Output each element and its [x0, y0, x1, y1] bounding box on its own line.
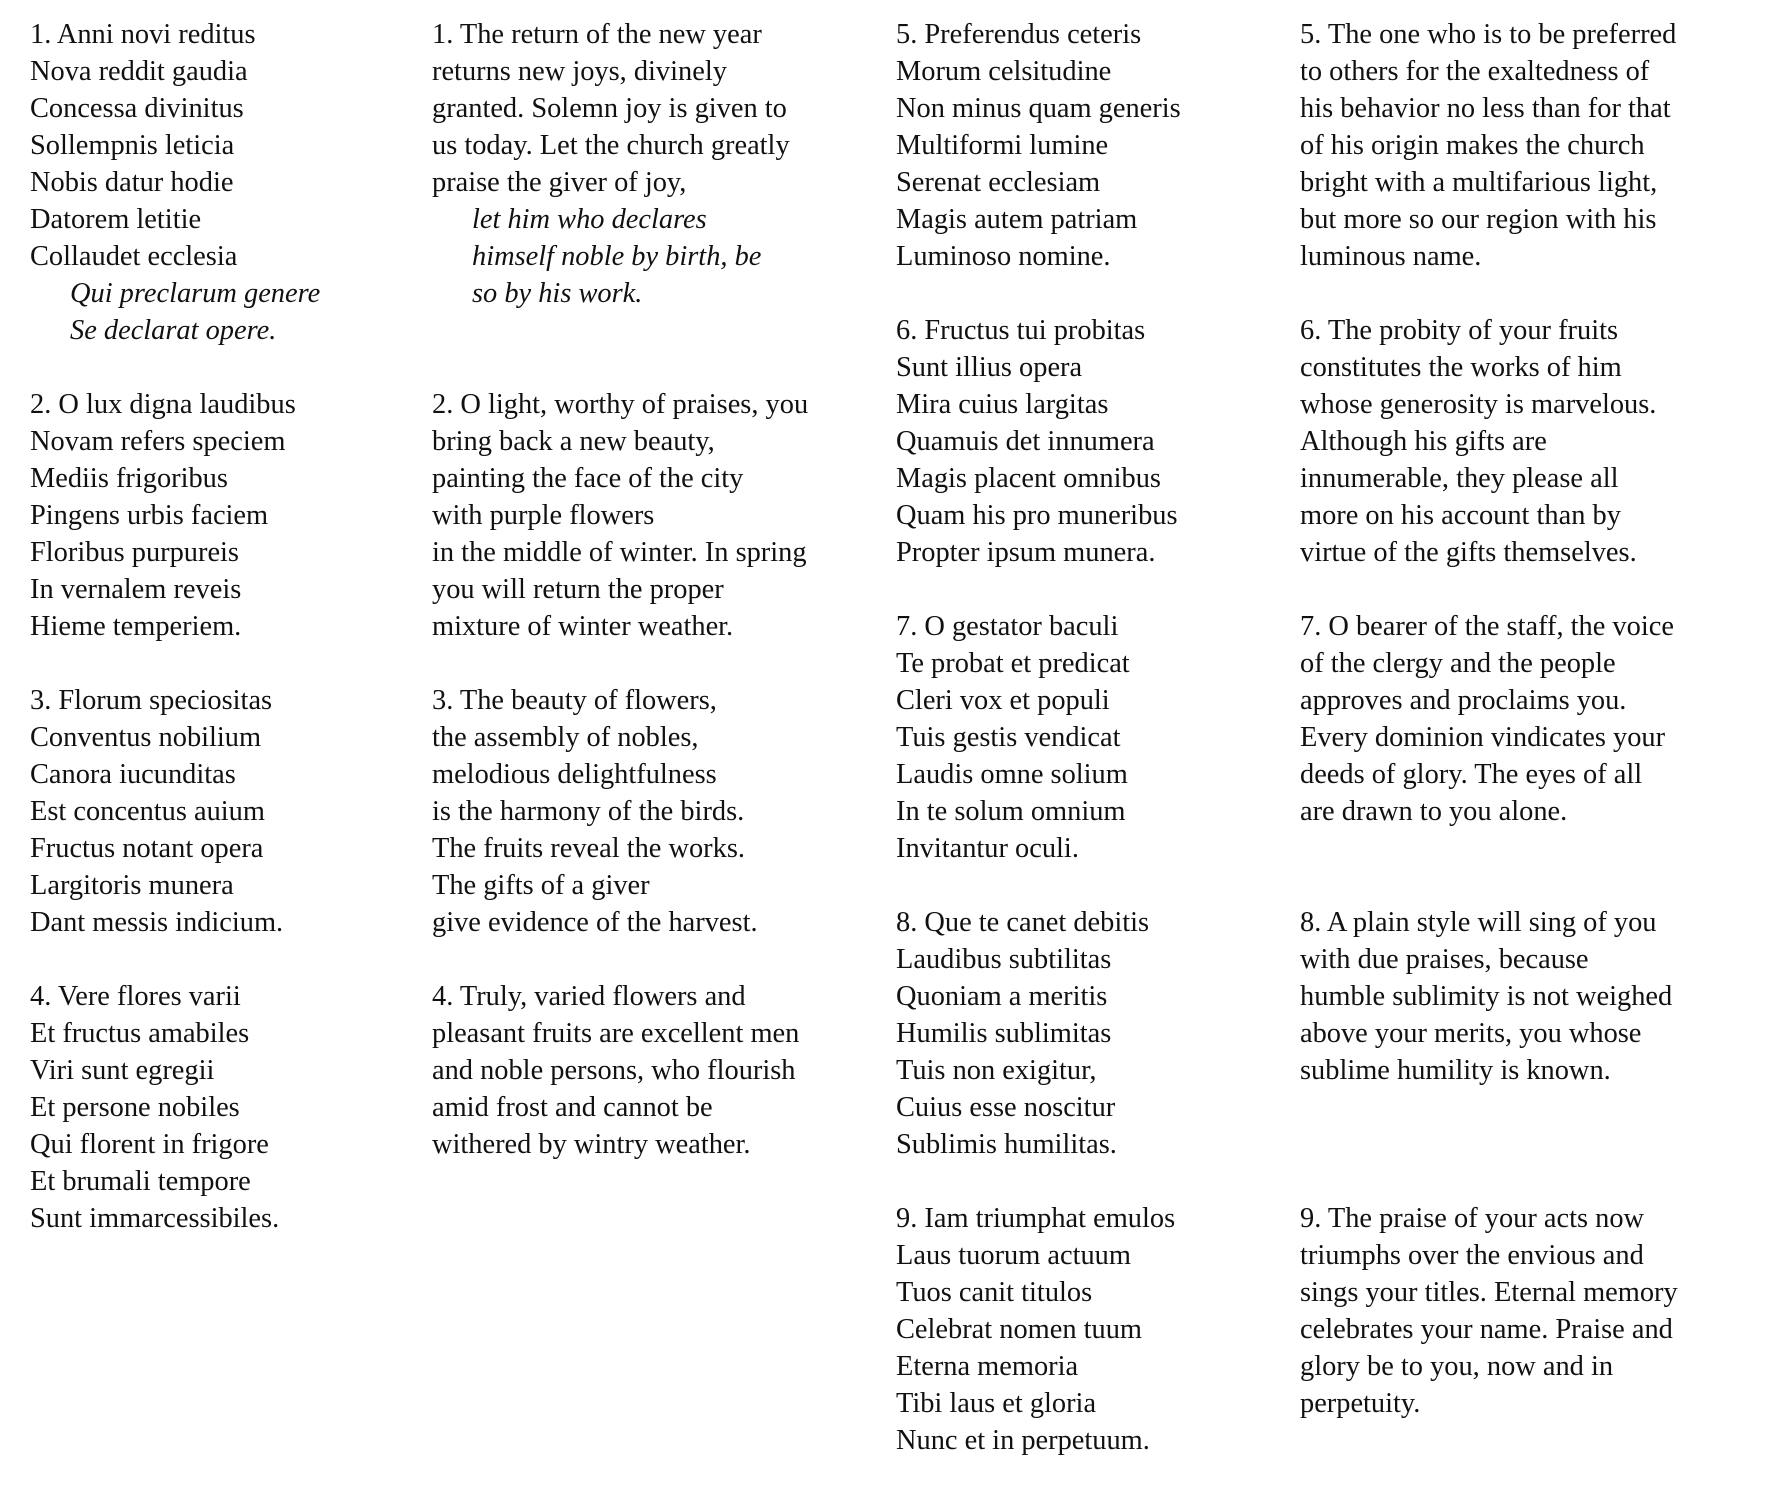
stanza — [432, 978, 872, 1163]
verse-line: 2. O lux digna laudibus — [30, 389, 296, 420]
verse-line: melodious delightfulness — [432, 759, 717, 790]
verse-line: Magis placent omnibus — [896, 463, 1161, 494]
verse-line: perpetuity. — [1300, 1388, 1421, 1419]
stanza — [432, 16, 872, 349]
stanza — [896, 608, 1296, 867]
verse-line: Quam his pro muneribus — [896, 500, 1178, 531]
verse-line: Tibi laus et gloria — [896, 1388, 1097, 1419]
verse-line: 6. The probity of your fruits — [1300, 315, 1619, 346]
stanza — [1300, 312, 1740, 571]
verse-line: Serenat ecclesiam — [896, 167, 1101, 198]
verse-line — [1300, 1089, 1740, 1126]
verse-line: The gifts of a giver — [432, 870, 650, 901]
verse-line: Quamuis det innumera — [896, 426, 1155, 457]
verse-line: 5. Preferendus ceteris — [896, 19, 1142, 50]
stanza — [1300, 16, 1740, 275]
verse-line: granted. Solemn joy is given to — [432, 93, 787, 124]
stanza — [30, 682, 420, 941]
verse-line: Morum celsitudine — [896, 56, 1112, 87]
verse-line: Quoniam a meritis — [896, 981, 1108, 1012]
stanza — [30, 978, 420, 1237]
refrain-line: let him who declares — [472, 204, 707, 235]
verse-line: Propter ipsum munera. — [896, 537, 1156, 568]
stanza — [30, 16, 420, 349]
verse-line: 3. Florum speciositas — [30, 685, 273, 716]
verse-line: Nunc et in perpetuum. — [896, 1425, 1150, 1456]
verse-line: of the clergy and the people — [1300, 648, 1616, 679]
verse-line: Sollempnis leticia — [30, 130, 235, 161]
verse-line: Novam refers speciem — [30, 426, 286, 457]
verse-line: Et brumali tempore — [30, 1166, 251, 1197]
verse-line: 1. The return of the new year — [432, 19, 762, 50]
verse-line — [1300, 1126, 1740, 1163]
verse-line: withered by wintry weather. — [432, 1129, 751, 1160]
verse-line: give evidence of the harvest. — [432, 907, 758, 938]
verse-line: Invitantur oculi. — [896, 833, 1079, 864]
verse-line: 6. Fructus tui probitas — [896, 315, 1146, 346]
verse-line: Although his gifts are — [1300, 426, 1547, 457]
verse-line: glory be to you, now and in — [1300, 1351, 1614, 1382]
verse-line — [1300, 830, 1740, 867]
verse-line: bring back a new beauty, — [432, 426, 715, 457]
stanza — [1300, 608, 1740, 867]
verse-line: pleasant fruits are excellent men — [432, 1018, 800, 1049]
verse-line: Fructus notant opera — [30, 833, 264, 864]
verse-line: Hieme temperiem. — [30, 611, 242, 642]
verse-line: 2. O light, worthy of praises, you — [432, 389, 809, 420]
verse-line: 8. Que te canet debitis — [896, 907, 1150, 938]
verse-line: Qui florent in frigore — [30, 1129, 269, 1160]
verse-line: Tuis non exigitur, — [896, 1055, 1097, 1086]
verse-line: Sublimis humilitas. — [896, 1129, 1117, 1160]
verse-line: deeds of glory. The eyes of all — [1300, 759, 1643, 790]
verse-line: 3. The beauty of flowers, — [432, 685, 717, 716]
verse-line: in the middle of winter. In spring — [432, 537, 807, 568]
verse-line: Sunt illius opera — [896, 352, 1083, 383]
verse-line: the assembly of nobles, — [432, 722, 699, 753]
verse-line: sublime humility is known. — [1300, 1055, 1611, 1086]
verse-line: Pingens urbis faciem — [30, 500, 269, 531]
verse-line: Humilis sublimitas — [896, 1018, 1112, 1049]
stanza — [1300, 904, 1740, 1163]
verse-line: more on his account than by — [1300, 500, 1621, 531]
verse-line: 1. Anni novi reditus — [30, 19, 256, 50]
stanza — [432, 386, 872, 645]
verse-line: Mediis frigoribus — [30, 463, 228, 494]
verse-line: us today. Let the church greatly — [432, 130, 790, 161]
verse-line: to others for the exaltedness of — [1300, 56, 1650, 87]
verse-line: Nobis datur hodie — [30, 167, 234, 198]
verse-line: Non minus quam generis — [896, 93, 1181, 124]
refrain-line: so by his work. — [472, 278, 643, 309]
verse-line: Magis autem patriam — [896, 204, 1138, 235]
verse-line: Laus tuorum actuum — [896, 1240, 1131, 1271]
verse-line: returns new joys, divinely — [432, 56, 727, 87]
verse-line: his behavior no less than for that — [1300, 93, 1671, 124]
verse-line: Et fructus amabiles — [30, 1018, 250, 1049]
verse-line: Luminoso nomine. — [896, 241, 1111, 272]
verse-line: Tuos canit titulos — [896, 1277, 1093, 1308]
stanza — [1300, 1200, 1740, 1422]
verse-line: Tuis gestis vendicat — [896, 722, 1121, 753]
english-column-left — [432, 16, 872, 1200]
verse-line: 7. O gestator baculi — [896, 611, 1119, 642]
verse-line: Nova reddit gaudia — [30, 56, 248, 87]
verse-line: are drawn to you alone. — [1300, 796, 1568, 827]
verse-line: Cuius esse noscitur — [896, 1092, 1116, 1123]
verse-line: 4. Truly, varied flowers and — [432, 981, 746, 1012]
verse-line: and noble persons, who flourish — [432, 1055, 796, 1086]
verse-line: 9. The praise of your acts now — [1300, 1203, 1645, 1234]
verse-line: 7. O bearer of the staff, the voice — [1300, 611, 1674, 642]
latin-column-left — [30, 16, 420, 1274]
verse-line: Viri sunt egregii — [30, 1055, 215, 1086]
stanza — [432, 682, 872, 941]
verse-line: Et persone nobiles — [30, 1092, 240, 1123]
verse-line: Mira cuius largitas — [896, 389, 1109, 420]
verse-line: constitutes the works of him — [1300, 352, 1622, 383]
verse-line: Laudibus subtilitas — [896, 944, 1112, 975]
verse-line: with due praises, because — [1300, 944, 1589, 975]
refrain-line: Se declarat opere. — [70, 315, 277, 346]
verse-line: 9. Iam triumphat emulos — [896, 1203, 1176, 1234]
verse-line: celebrates your name. Praise and — [1300, 1314, 1673, 1345]
verse-line: In te solum omnium — [896, 796, 1126, 827]
verse-line: Datorem letitie — [30, 204, 202, 235]
verse-line: In vernalem reveis — [30, 574, 242, 605]
verse-line: mixture of winter weather. — [432, 611, 734, 642]
verse-line: praise the giver of joy, — [432, 167, 687, 198]
verse-line: with purple flowers — [432, 500, 655, 531]
verse-line: you will return the proper — [432, 574, 724, 605]
verse-line: Te probat et predicat — [896, 648, 1130, 679]
verse-line: Laudis omne solium — [896, 759, 1128, 790]
verse-line: Sunt immarcessibiles. — [30, 1203, 280, 1234]
verse-line: 8. A plain style will sing of you — [1300, 907, 1657, 938]
english-column-right — [1300, 16, 1740, 1459]
verse-line: of his origin makes the church — [1300, 130, 1645, 161]
verse-line: painting the face of the city — [432, 463, 744, 494]
verse-line: Multiformi lumine — [896, 130, 1109, 161]
verse-line: triumphs over the envious and — [1300, 1240, 1644, 1271]
verse-line: approves and proclaims you. — [1300, 685, 1627, 716]
verse-line: Largitoris munera — [30, 870, 234, 901]
verse-line: above your merits, you whose — [1300, 1018, 1642, 1049]
verse-line: Concessa divinitus — [30, 93, 244, 124]
verse-line: Collaudet ecclesia — [30, 241, 238, 272]
verse-line: 5. The one who is to be preferred — [1300, 19, 1677, 50]
verse-line: The fruits reveal the works. — [432, 833, 745, 864]
verse-line: Canora iucunditas — [30, 759, 236, 790]
verse-line: whose generosity is marvelous. — [1300, 389, 1657, 420]
verse-line: amid frost and cannot be — [432, 1092, 713, 1123]
verse-line: Conventus nobilium — [30, 722, 262, 753]
verse-line: Eterna memoria — [896, 1351, 1079, 1382]
verse-line: Cleri vox et populi — [896, 685, 1110, 716]
verse-line: Every dominion vindicates your — [1300, 722, 1666, 753]
stanza — [30, 386, 420, 645]
refrain-line: himself noble by birth, be — [472, 241, 762, 272]
stanza — [896, 1200, 1296, 1459]
latin-column-right — [896, 16, 1296, 1496]
verse-line: humble sublimity is not weighed — [1300, 981, 1673, 1012]
verse-line: Celebrat nomen tuum — [896, 1314, 1142, 1345]
stanza — [896, 312, 1296, 571]
verse-line: 4. Vere flores varii — [30, 981, 241, 1012]
verse-line: but more so our region with his — [1300, 204, 1657, 235]
verse-line: Floribus purpureis — [30, 537, 239, 568]
verse-line: innumerable, they please all — [1300, 463, 1619, 494]
verse-line: virtue of the gifts themselves. — [1300, 537, 1637, 568]
verse-line: sings your titles. Eternal memory — [1300, 1277, 1678, 1308]
stanza — [896, 16, 1296, 275]
verse-line: luminous name. — [1300, 241, 1482, 272]
verse-line — [432, 312, 872, 349]
verse-line: is the harmony of the birds. — [432, 796, 745, 827]
verse-line: bright with a multifarious light, — [1300, 167, 1658, 198]
verse-line: Dant messis indicium. — [30, 907, 284, 938]
stanza — [896, 904, 1296, 1163]
verse-line: Est concentus auium — [30, 796, 265, 827]
refrain-line: Qui preclarum genere — [70, 278, 321, 309]
